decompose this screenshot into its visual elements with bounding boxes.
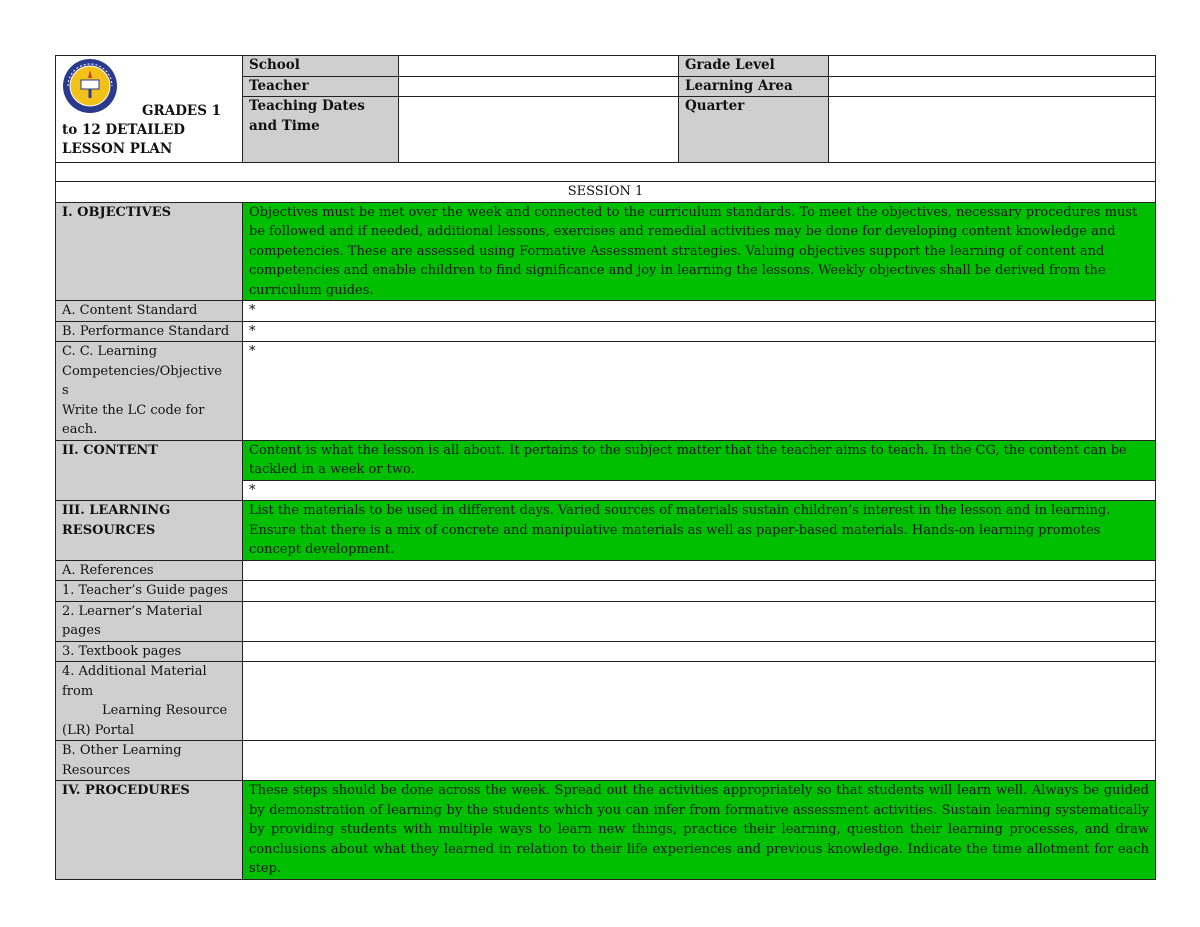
session-label: SESSION 1 xyxy=(56,182,1156,203)
procedures-label: IV. PROCEDURES xyxy=(56,781,243,880)
teaching-dates-input[interactable] xyxy=(399,97,679,163)
procedures-guide: These steps should be done across the week. Spread out the activities appropriately so that students will learn well. Always be guided by demonstration of learning by the students which you can infer from formative assessment activities. Sustain learning systematically by providing students with multiple ways to learn new things, practice their learning, question their learning processes, and draw conclusions about what they learned in relation to their life experiences and previous knowledge. Indicate the time allotment for each step. xyxy=(243,781,1156,880)
objectives-guide: Objectives must be met over the week and connected to the curriculum standards. To meet the objectives, necessary procedures must be followed and if needed, additional lessons, exercises and remedial activities may be done for developing content knowledge and competencies. These are assessed using Formative Assessment strategies. Valuing objectives support the learning of content and competencies and enable children to find significance and joy in learning the lessons. Weekly objectives shall be derived from the curriculum guides. xyxy=(243,202,1156,301)
title-line-1: GRADES 1 xyxy=(142,103,222,119)
grade-level-label: Grade Level xyxy=(679,56,829,77)
references-label: A. References xyxy=(56,560,243,581)
quarter-label: Quarter xyxy=(679,97,829,163)
textbook-value[interactable] xyxy=(243,641,1156,662)
school-label: School xyxy=(243,56,399,77)
teacher-input[interactable] xyxy=(399,76,679,97)
lesson-plan-page xyxy=(55,55,1155,880)
teachers-guide-label: 1. Teacher’s Guide pages xyxy=(56,581,243,602)
learning-competencies-label: C. C. Learning Competencies/Objective s Write the LC code for each. xyxy=(56,342,243,441)
performance-standard-value[interactable]: * xyxy=(243,321,1156,342)
additional-material-value[interactable] xyxy=(243,662,1156,741)
learning-resources-label: III. LEARNING RESOURCES xyxy=(56,501,243,561)
school-input[interactable] xyxy=(399,56,679,77)
lesson-plan-table xyxy=(55,55,1156,880)
textbook-label: 3. Textbook pages xyxy=(56,641,243,662)
learning-area-label: Learning Area xyxy=(679,76,829,97)
title-line-2: to 12 DETAILED xyxy=(62,122,186,138)
title-line-3: LESSON PLAN xyxy=(62,141,173,157)
college-seal-icon xyxy=(62,58,118,114)
teacher-label: Teacher xyxy=(243,76,399,97)
title-cell xyxy=(56,56,243,163)
references-value[interactable] xyxy=(243,560,1156,581)
content-standard-label: A. Content Standard xyxy=(56,301,243,322)
objectives-label: I. OBJECTIVES xyxy=(56,202,243,301)
learning-competencies-value[interactable]: * xyxy=(243,342,1156,441)
grade-level-input[interactable] xyxy=(829,56,1156,77)
content-label: II. CONTENT xyxy=(56,440,243,501)
quarter-input[interactable] xyxy=(829,97,1156,163)
other-resources-label: B. Other Learning Resources xyxy=(56,741,243,781)
teachers-guide-value[interactable] xyxy=(243,581,1156,602)
content-value[interactable]: * xyxy=(243,480,1156,501)
learning-area-input[interactable] xyxy=(829,76,1156,97)
other-resources-value[interactable] xyxy=(243,741,1156,781)
learning-resources-guide: List the materials to be used in different days. Varied sources of materials sustain children’s interest in the lesson and in learning. Ensure that there is a mix of concrete and manipulative materials as well as paper-based materials. Hands-on learning promotes concept development. xyxy=(243,501,1156,561)
additional-material-label: 4. Additional Material from Learning Resource (LR) Portal xyxy=(56,662,243,741)
content-guide: Content is what the lesson is all about. It pertains to the subject matter that the teacher aims to teach. In the CG, the content can be tackled in a week or two. xyxy=(243,440,1156,480)
teaching-dates-label: Teaching Dates and Time xyxy=(243,97,399,163)
learners-material-value[interactable] xyxy=(243,601,1156,641)
learners-material-label: 2. Learner’s Material pages xyxy=(56,601,243,641)
spacer-row xyxy=(56,163,1156,182)
content-standard-value[interactable]: * xyxy=(243,301,1156,322)
performance-standard-label: B. Performance Standard xyxy=(56,321,243,342)
